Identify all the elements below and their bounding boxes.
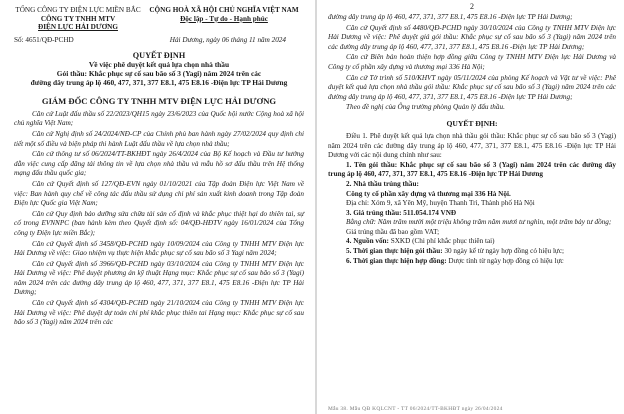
org-line-3: ĐIỆN LỰC HẢI DƯƠNG xyxy=(38,23,118,32)
legal-basis-paragraph: Căn cứ Quyết định số 3966/QĐ-PCHD ngày 03/10/2024 của Công ty TNHH MTV Điện lực Hải Dương về việc: Phê duyệt phương án kỹ thuật Hạng mục: Khắc phục sự cố sau bão số 3 (Yagi) năm 2024 trên các đường dây trung áp lộ 460, 477, 371, 377 E8.1, 475 E8.16 -Điện lực TP Hải Dương; xyxy=(14,259,304,297)
amount-in-words: Bằng chữ: Năm trăm mười một triệu không trăm năm mươi tư nghìn, một trăm bảy tư đồng; xyxy=(346,218,612,227)
page-number: 2 xyxy=(470,2,474,11)
contract-duration-item: 6. Thời gian thực hiện hợp đồng: Dược tính từ ngày hợp đồng có hiệu lực xyxy=(346,256,564,265)
vat-note: Giá trúng thầu đã bao gồm VAT; xyxy=(346,227,440,236)
director-heading: GIÁM ĐỐC CÔNG TY TNHH MTV ĐIỆN LỰC HẢI DƯƠNG xyxy=(41,95,277,106)
decision-subtitle: Về việc phê duyệt kết quả lựa chọn nhà thầu xyxy=(88,59,230,69)
legal-basis-paragraph: Căn cứ thông tư số 06/2024/TT-BKHĐT ngày 26/4/2024 của Bộ Kế hoạch và Đầu tư hướng dẫn việc cung cấp đăng tải thông tin về lựa chọn nhà thầu và mẫu hồ sơ đấu thầu trên Hệ thống mạng đấu thầu quốc gia; xyxy=(14,150,304,178)
legal-basis-paragraph: Căn cứ Quyết định số 3458/QĐ-PCHD ngày 10/09/2024 của Công ty TNHH MTV Điện lực Hải Dương về việc: Giao nhiệm vụ thực hiện khắc phục sự cố sau bão số 3 Yagi năm 2024; xyxy=(14,239,304,258)
doc-number-row xyxy=(14,36,304,44)
winning-price-item: 3. Giá trúng thầu: 511.054.174 VNĐ xyxy=(346,208,457,217)
legal-basis-paragraph: đường dây trung áp lộ 460, 477, 371, 377 E8.1, 475 E8.16 -Điện lực TP Hải Dương; xyxy=(328,13,573,21)
legal-basis-paragraph: Theo đề nghị của Ông trưởng phòng Quản lý đấu thầu. xyxy=(346,103,505,112)
winning-contractor-item: 2. Nhà thầu trúng thầu: xyxy=(346,179,419,188)
decide-heading: QUYẾT ĐỊNH: xyxy=(446,118,498,128)
legal-basis-paragraph: Căn cứ Tờ trình số 510/KHVT ngày 05/11/2024 của phòng Kế hoạch và Vật tư về việc: Phê duyệt kết quả lựa chọn nhà thầu gói thầu: Khắc phục sự cố sau bão số 3 (Yagi) năm 2024 trên các đường dây trung áp lộ 460, 477, 371, 377 E8.1, 475 E8.16 -Điện lực TP Hải Dương; xyxy=(328,73,616,101)
doc-number: Số: 4651/QĐ-PCHD xyxy=(14,35,74,44)
document-header xyxy=(14,6,304,32)
legal-basis-paragraph: Căn cứ Luật đấu thầu số 22/2023/QH15 ngày 23/6/2023 của Quốc hội nước Cộng hoà xã hội chủ nghĩa Việt Nam; xyxy=(14,109,304,128)
legal-basis-paragraph: Căn cứ Nghị định số 24/2024/NĐ-CP của Chính phủ ban hành ngày 27/02/2024 quy định chi tiết một số điều và biện pháp thi hành Luật đấu thầu về lựa chọn nhà thầu; xyxy=(14,129,304,148)
legal-basis-paragraph: Căn cứ Biên bản hoàn thiện hợp đồng giữa Công ty TNHH MTV Điện lực Hải Dương và Công ty cổ phần xây dựng và thương mại 336 Hà Nội; xyxy=(328,53,616,71)
legal-basis-paragraph: Căn cứ Quyết định số 4480/QĐ-PCHD ngày 30/10/2024 của Công ty TNHH MTV Điện lực Hải Dương về việc: Phê duyệt giá gói thầu: Khắc phục sự cố sau bão số 3 (Yagi) năm 2024 trên các đường dây trung áp lộ 460, 477, 371, 377 E8.1, 475 E8.16 -Điện lực TP Hải Dương; xyxy=(328,23,616,51)
decision-title: QUYẾT ĐỊNH xyxy=(132,50,186,60)
doc-date: Hải Dương, ngày 06 tháng 11 năm 2024 xyxy=(169,35,286,44)
org-line-1: TỔNG CÔNG TY ĐIỆN LỰC MIỀN BẮC xyxy=(15,6,141,14)
package-line-2: đường dây trung áp lộ 460, 477, 371, 377 E8.1, 475 E8.16 -Điện lực TP Hải Dương xyxy=(30,77,288,87)
form-footer: Mẫu 38. Mẫu QĐ KQLCNT - TT 06/2024/TT-BKHĐT ngày 26/04/2024 xyxy=(328,406,503,412)
funding-source-item: 4. Nguồn vốn: SXKD (Chi phí khắc phục thiên tai) xyxy=(346,237,495,246)
contractor-name: Công ty cổ phần xây dựng và thương mại 336 Hà Nội. xyxy=(346,189,511,198)
country-line-1: CỘNG HOÀ XÃ HỘI CHỦ NGHĨA VIỆT NAM xyxy=(149,6,299,14)
package-duration-item: 5. Thời gian thực hiện gói thầu: 30 ngày kể từ ngày hợp đồng có hiệu lực; xyxy=(346,247,565,256)
package-line-1: Gói thầu: Khắc phục sự cố sau bão số 3 (Yagi) năm 2024 trên các xyxy=(56,68,262,78)
org-line-2: CÔNG TY TNHH MTV xyxy=(40,14,116,23)
legal-basis-paragraph: Căn cứ Quyết định số 4304/QĐ-PCHD ngày 21/10/2024 của Công ty TNHH MTV Điện lực Hải Dương về việc: Phê duyệt dự toán chi phí khắc phục thiên tai Hạng mục: Khắc phục sự cố sau bão số 3 (Yagi) năm 2024 trên các xyxy=(14,299,304,327)
country-line-2: Độc lập - Tự do - Hạnh phúc xyxy=(180,14,268,23)
document-page-2 xyxy=(318,0,624,414)
article-1: Điều 1. Phê duyệt kết quả lựa chọn nhà thầu gói thầu: Khắc phục sự cố sau bão số 3 (Yagi) năm 2024 trên các đường dây trung áp lộ 460, 477, 371, 377 E8.1, 475 E8.16 -Điện lực TP Hải Dương với các nội dung chính như sau: xyxy=(328,131,616,160)
organization-block xyxy=(14,6,142,32)
legal-basis-paragraph: Căn cứ Quy định bảo dưỡng sửa chữa tài sản cố định và khắc phục thiệt hại do thiên tai, sự cố trong EVNNPC (ban hành kèm theo Quyết định số: 04/QĐ-HĐTV ngày 16/01/2024 của Tổng công ty Điện lực miền Bắc); xyxy=(14,209,304,237)
country-block xyxy=(144,6,304,32)
package-name-item: 1. Tên gói thầu: Khắc phục sự cố sau bão số 3 (Yagi) năm 2024 trên các đường dây trung áp lộ 460, 477, 371, 377 E8.1, 475 E8.16 -Điện lực TP Hải Dương xyxy=(328,160,616,179)
legal-basis-paragraph: Căn cứ Quyết định số 127/QĐ-EVN ngày 01/10/2021 của Tập đoàn Điện lực Việt Nam về việc: Ban hành quy chế về công tác đấu thầu sử dụng chi phí sản xuất kinh doanh trong Tập đoàn Điện lực Quốc gia Việt Nam; xyxy=(14,179,304,208)
page-divider xyxy=(315,0,317,414)
contractor-address: Địa chỉ: Xóm 9, xã Yên Mỹ, huyện Thanh Trì, Thành phố Hà Nội xyxy=(346,199,535,208)
